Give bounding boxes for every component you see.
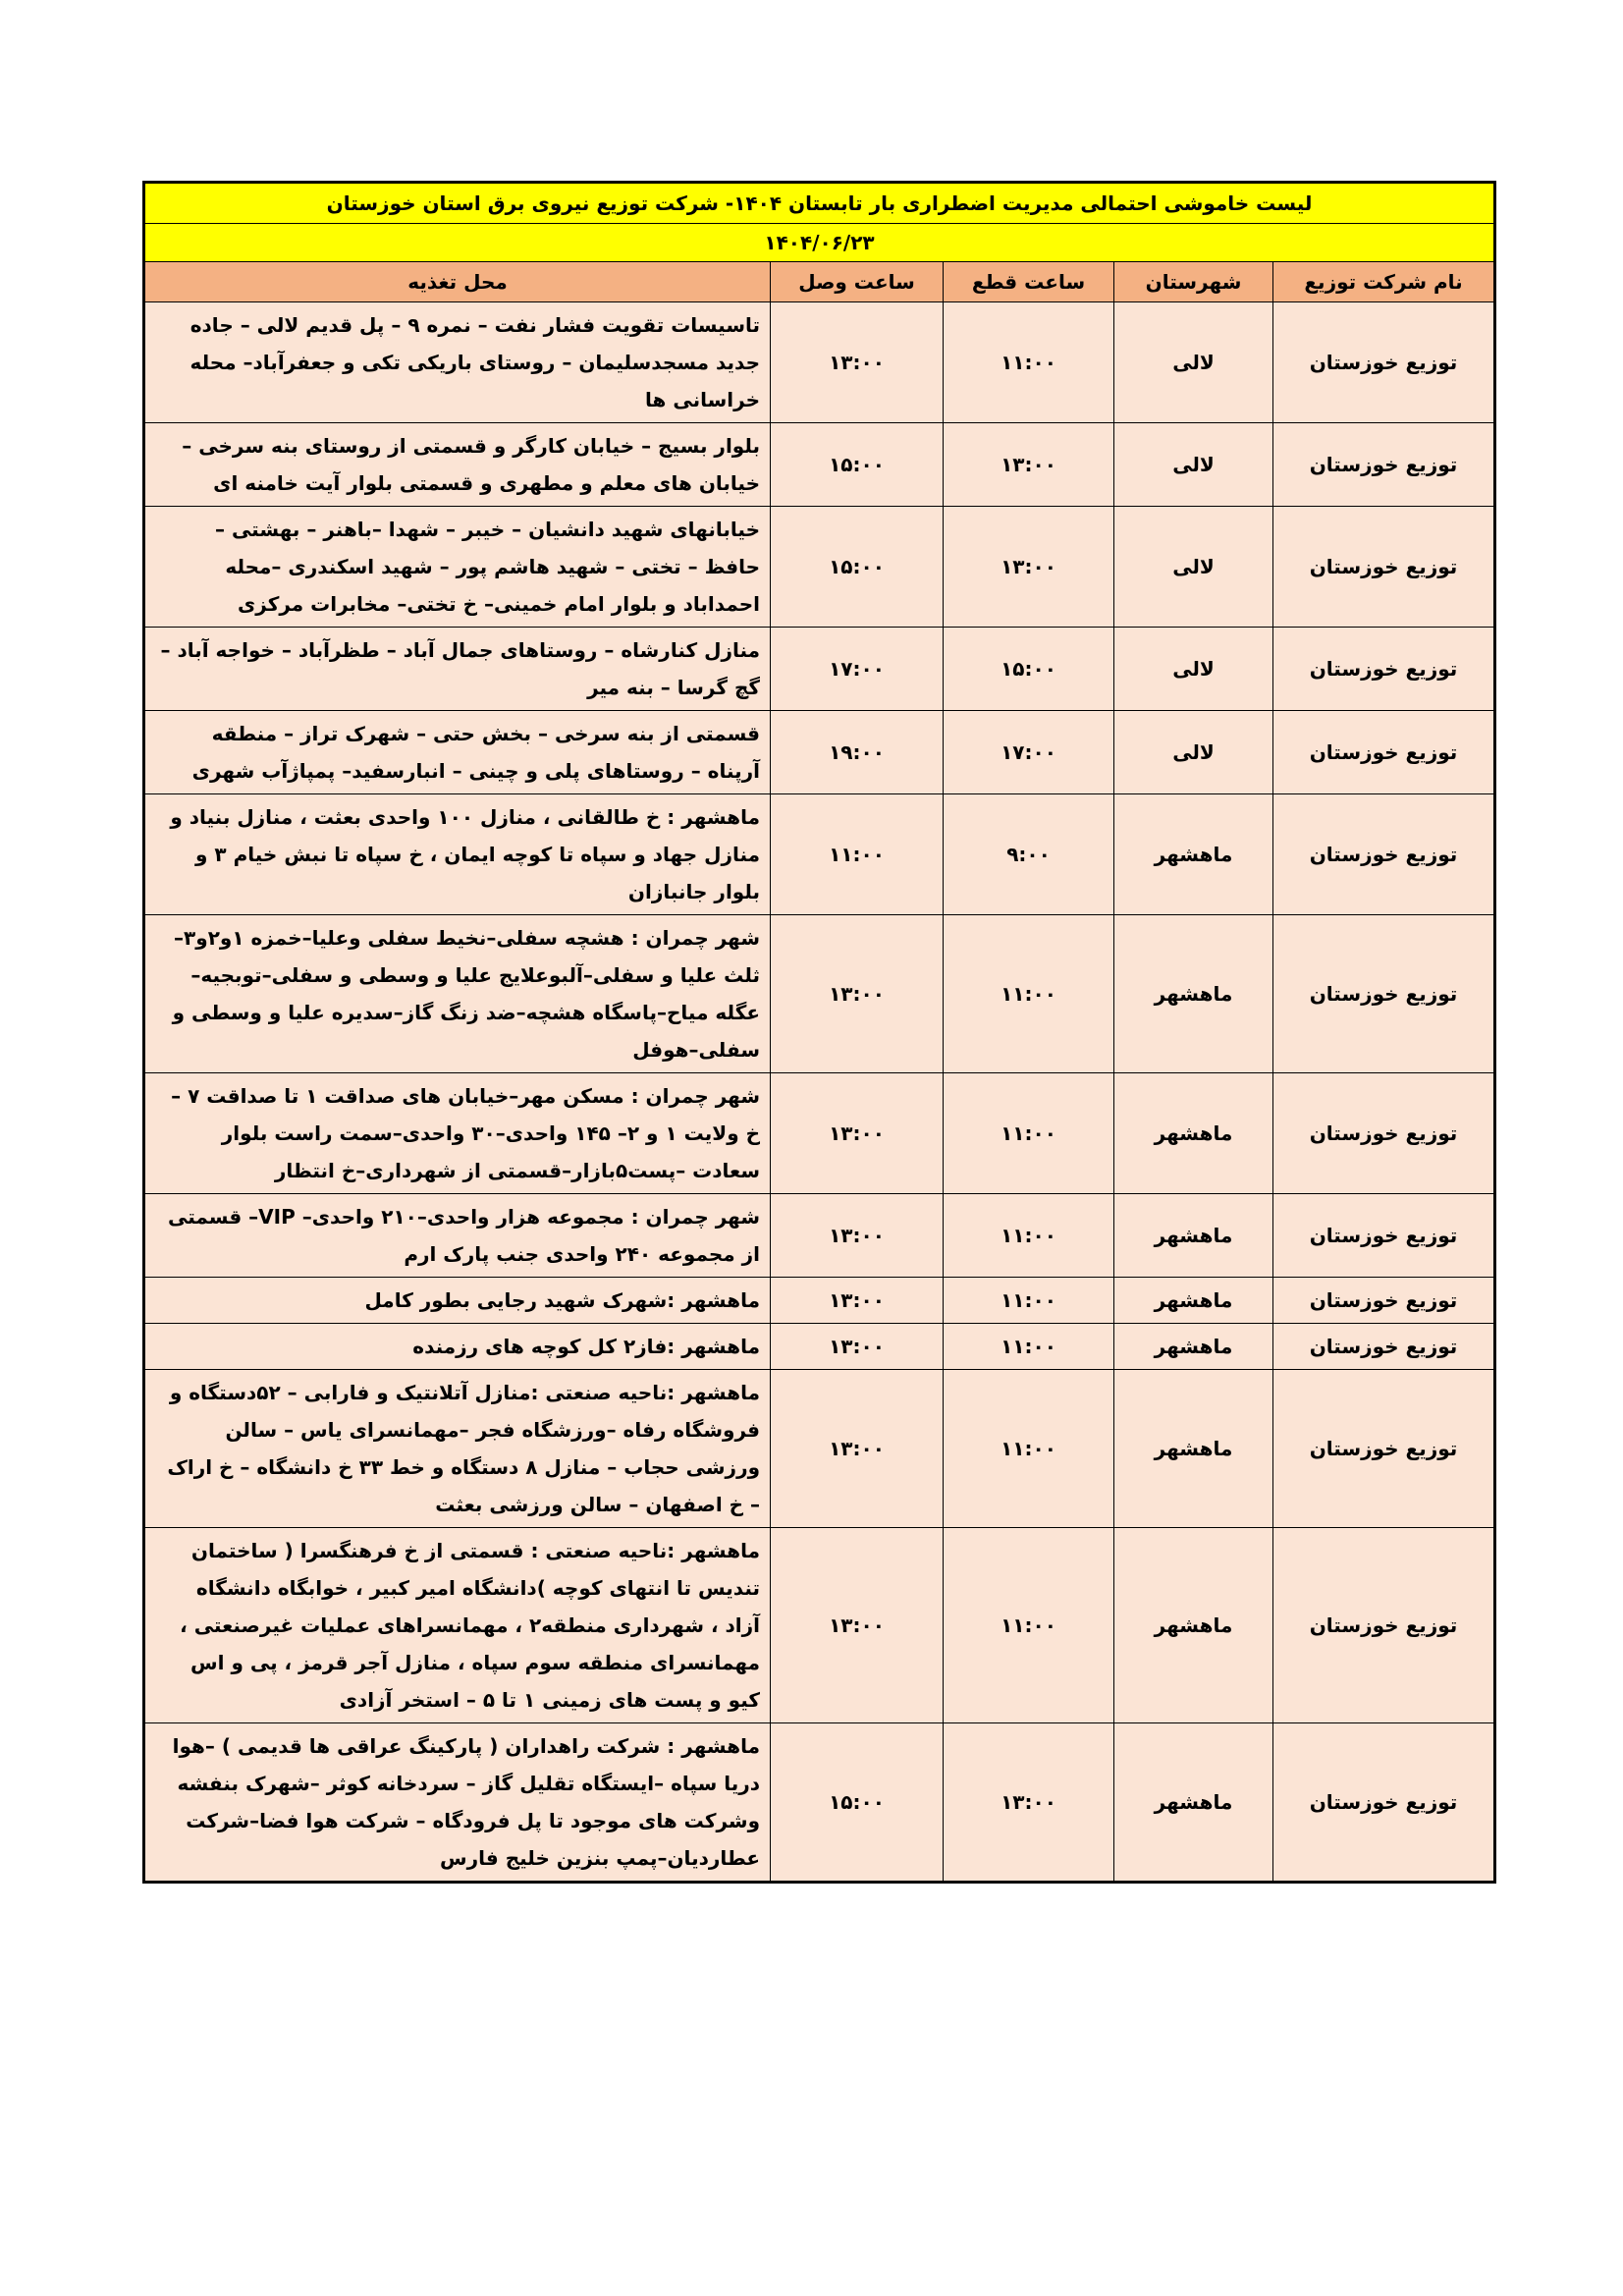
table-row (144, 1324, 1495, 1370)
cell-city: ماهشهر (1114, 794, 1273, 915)
cell-connect-time: ۱۳:۰۰ (771, 1528, 944, 1723)
cell-cut-time: ۱۵:۰۰ (944, 628, 1114, 711)
cell-location: ماهشهر :فاز۲ کل کوچه های رزمنده (144, 1324, 771, 1370)
header-city: شهرستان (1114, 262, 1273, 302)
cell-cut-time: ۱۷:۰۰ (944, 711, 1114, 794)
header-location: محل تغذیه (144, 262, 771, 302)
cell-location: منازل کنارشاه – روستاهای جمال آباد – طظرآباد – خواجه آباد – گچ گرسا – بنه میر (144, 628, 771, 711)
cell-city: لالی (1114, 423, 1273, 507)
cell-connect-time: ۱۱:۰۰ (771, 794, 944, 915)
cell-company: توزیع خوزستان (1273, 423, 1495, 507)
header-cut-time: ساعت قطع (944, 262, 1114, 302)
cell-location: ماهشهر : شرکت راهداران ( پارکینگ عراقی ها قدیمی ) –هوا دریا سپاه –ایستگاه تقلیل گاز – سردخانه کوثر –شهرک بنفشه وشرکت های موجود تا پل فرودگاه – شرکت هوا فضا–شرکت عطاردیان–پمپ بنزین خلیج فارس (144, 1723, 771, 1883)
cell-city: ماهشهر (1114, 1278, 1273, 1324)
cell-cut-time: ۱۱:۰۰ (944, 1278, 1114, 1324)
header-connect-time: ساعت وصل (771, 262, 944, 302)
table-row (144, 1278, 1495, 1324)
table-row (144, 794, 1495, 915)
header-company: نام شرکت توزیع (1273, 262, 1495, 302)
table-row (144, 423, 1495, 507)
cell-cut-time: ۱۱:۰۰ (944, 1073, 1114, 1194)
cell-company: توزیع خوزستان (1273, 1324, 1495, 1370)
cell-location: شهر چمران : مسکن مهر–خیابان های صداقت ۱ تا صداقت ۷ – خ ولایت ۱ و ۲– ۱۴۵ واحدی–۳۰ واحدی–سمت راست بلوار سعادت –پست۵بازار–قسمتی از شهرداری–خ انتظار (144, 1073, 771, 1194)
table-row (144, 1194, 1495, 1278)
cell-connect-time: ۱۳:۰۰ (771, 915, 944, 1073)
cell-cut-time: ۹:۰۰ (944, 794, 1114, 915)
cell-company: توزیع خوزستان (1273, 302, 1495, 423)
cell-location: ماهشهر : خ طالقانی ، منازل ۱۰۰ واحدی بعثت ، منازل بنیاد و منازل جهاد و سپاه تا کوچه ایمان ، خ سپاه تا نبش خیام ۳ و بلوار جانبازان (144, 794, 771, 915)
cell-location: خیابانهای شهید دانشیان – خیبر – شهدا –باهنر – بهشتی – حافظ – تختی – شهید هاشم پور – شهید اسکندری –محله احمداباد و بلوار امام خمینی– خ تختی– مخابرات مرکزی (144, 507, 771, 628)
cell-company: توزیع خوزستان (1273, 794, 1495, 915)
table-row (144, 1370, 1495, 1528)
table-row (144, 915, 1495, 1073)
cell-city: ماهشهر (1114, 1370, 1273, 1528)
cell-cut-time: ۱۳:۰۰ (944, 507, 1114, 628)
cell-location: شهر چمران : مجموعه هزار واحدی–۲۱۰ واحدی– VIP– قسمتی از مجموعه ۲۴۰ واحدی جنب پارک ارم (144, 1194, 771, 1278)
cell-cut-time: ۱۱:۰۰ (944, 1194, 1114, 1278)
cell-cut-time: ۱۳:۰۰ (944, 423, 1114, 507)
cell-city: لالی (1114, 302, 1273, 423)
cell-city: ماهشهر (1114, 1073, 1273, 1194)
table-date: ۱۴۰۴/۰۶/۲۳ (144, 224, 1495, 262)
cell-city: ماهشهر (1114, 1723, 1273, 1883)
cell-company: توزیع خوزستان (1273, 1194, 1495, 1278)
cell-company: توزیع خوزستان (1273, 1073, 1495, 1194)
cell-connect-time: ۱۹:۰۰ (771, 711, 944, 794)
cell-connect-time: ۱۳:۰۰ (771, 1073, 944, 1194)
cell-company: توزیع خوزستان (1273, 1278, 1495, 1324)
cell-cut-time: ۱۱:۰۰ (944, 302, 1114, 423)
cell-city: لالی (1114, 628, 1273, 711)
cell-connect-time: ۱۷:۰۰ (771, 628, 944, 711)
cell-city: ماهشهر (1114, 915, 1273, 1073)
table-row (144, 1723, 1495, 1883)
table-row (144, 507, 1495, 628)
cell-city: لالی (1114, 711, 1273, 794)
cell-city: ماهشهر (1114, 1324, 1273, 1370)
cell-connect-time: ۱۵:۰۰ (771, 507, 944, 628)
cell-city: ماهشهر (1114, 1194, 1273, 1278)
table-title: لیست خاموشی احتمالی مدیریت اضطراری بار تابستان ۱۴۰۴- شرکت توزیع نیروی برق استان خوزستان (144, 183, 1495, 224)
cell-company: توزیع خوزستان (1273, 915, 1495, 1073)
table-body (144, 302, 1495, 1883)
cell-company: توزیع خوزستان (1273, 1528, 1495, 1723)
table-row (144, 711, 1495, 794)
cell-connect-time: ۱۵:۰۰ (771, 1723, 944, 1883)
table-row (144, 1528, 1495, 1723)
cell-cut-time: ۱۱:۰۰ (944, 1370, 1114, 1528)
table-row (144, 302, 1495, 423)
cell-company: توزیع خوزستان (1273, 711, 1495, 794)
cell-company: توزیع خوزستان (1273, 628, 1495, 711)
outage-table (142, 181, 1496, 1884)
cell-connect-time: ۱۳:۰۰ (771, 1278, 944, 1324)
cell-location: شهر چمران : هشچه سفلی–نخیط سفلی وعلیا–خمزه ۱و۲و۳– ثلث علیا و سفلی–آلبوعلایج علیا و وسطی و سفلی–توبجیه– عگله میاح–پاسگاه هشچه–ضد زنگ گاز–سدیره علیا و وسطی و سفلی–هوفل (144, 915, 771, 1073)
cell-location: ماهشهر :ناحیه صنعتی :منازل آتلانتیک و فارابی – ۵۲دستگاه و فروشگاه رفاه –ورزشگاه فجر –مهمانسرای یاس – سالن ورزشی حجاب – منازل ۸ دستگاه و خط ۳۳ خ دانشگاه – خ اراک – خ اصفهان – سالن ورزشی بعثت (144, 1370, 771, 1528)
cell-city: ماهشهر (1114, 1528, 1273, 1723)
cell-location: قسمتی از بنه سرخی – بخش حتی – شهرک تراز – منطقه آرپناه – روستاهای پلی و چینی – انبارسفید– پمپاژآب شهری (144, 711, 771, 794)
cell-cut-time: ۱۱:۰۰ (944, 1528, 1114, 1723)
cell-connect-time: ۱۵:۰۰ (771, 423, 944, 507)
cell-cut-time: ۱۱:۰۰ (944, 1324, 1114, 1370)
cell-city: لالی (1114, 507, 1273, 628)
cell-location: تاسیسات تقویت فشار نفت – نمره ۹ – پل قدیم لالی – جاده جدید مسجدسلیمان – روستای باریکی تکی و جعفرآباد– محله خراسانی ها (144, 302, 771, 423)
cell-cut-time: ۱۳:۰۰ (944, 1723, 1114, 1883)
cell-location: ماهشهر :شهرک شهید رجایی بطور کامل (144, 1278, 771, 1324)
table-row (144, 1073, 1495, 1194)
cell-connect-time: ۱۳:۰۰ (771, 302, 944, 423)
cell-company: توزیع خوزستان (1273, 507, 1495, 628)
cell-cut-time: ۱۱:۰۰ (944, 915, 1114, 1073)
cell-connect-time: ۱۳:۰۰ (771, 1194, 944, 1278)
cell-connect-time: ۱۳:۰۰ (771, 1324, 944, 1370)
cell-location: بلوار بسیج – خیابان کارگر و قسمتی از روستای بنه سرخی – خیابان های معلم و مطهری و قسمتی بلوار آیت خامنه ای (144, 423, 771, 507)
cell-company: توزیع خوزستان (1273, 1723, 1495, 1883)
cell-connect-time: ۱۳:۰۰ (771, 1370, 944, 1528)
cell-company: توزیع خوزستان (1273, 1370, 1495, 1528)
table-row (144, 628, 1495, 711)
cell-location: ماهشهر :ناحیه صنعتی : قسمتی از خ فرهنگسرا ( ساختمان تندیس تا انتهای کوچه )دانشگاه امیر کبیر ، خوابگاه دانشگاه آزاد ، شهرداری منطقه۲ ، مهمانسراهای عملیات غیرصنعتی ، مهمانسرای منطقه سوم سپاه ، منازل آجر قرمز ، پی و اس کیو و پست های زمینی ۱ تا ۵ – استخر آزادی (144, 1528, 771, 1723)
